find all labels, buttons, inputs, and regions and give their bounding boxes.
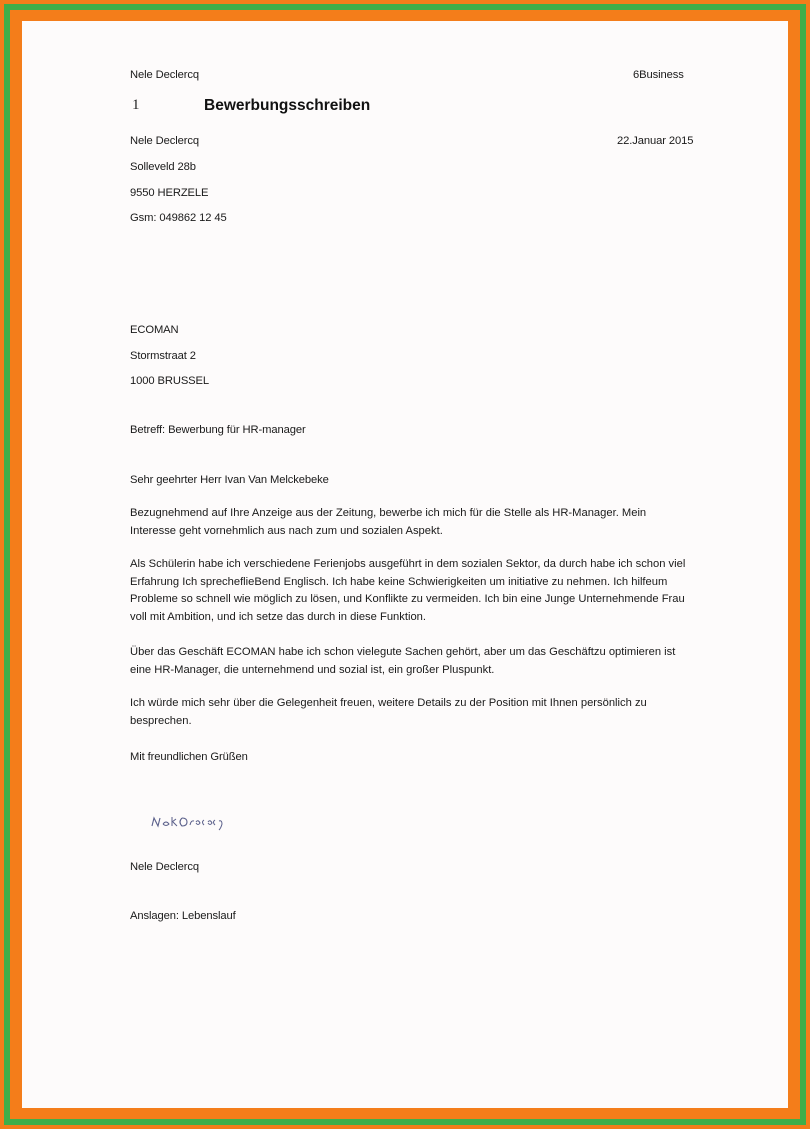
- letter-date: 22.Januar 2015: [617, 135, 694, 147]
- paragraph-4: [130, 695, 647, 730]
- paragraph-line: besprechen.: [130, 714, 192, 727]
- enclosure: Anslagen: Lebenslauf: [130, 910, 236, 922]
- recipient-street: Stormstraat 2: [130, 350, 196, 362]
- paragraph-2: [130, 556, 685, 626]
- signed-name: Nele Declercq: [130, 861, 199, 873]
- paragraph-line: Probleme so schnell wie möglich zu lösen, und Konflikte zu vermeiden. Ich bin eine Junge Unternehmende Frau: [130, 593, 685, 606]
- page-title: Bewerbungsschreiben: [204, 97, 371, 114]
- paragraph-line: Bezugnehmend auf Ihre Anzeige aus der Zeitung, bewerbe ich mich für die Stelle als HR-Manager. Mein: [130, 507, 647, 519]
- paragraph-line: Ich würde mich sehr über die Gelegenheit freuen, weitere Details zu der Position mit Ihnen persönlich zu: [130, 697, 647, 709]
- paragraph-3: [130, 644, 675, 679]
- paragraph-line: Interesse geht vornehmlich aus nach zum und sozialen Aspekt.: [130, 524, 443, 537]
- paragraph-line: Erfahrung Ich sprecheflieBend Englisch. Ich habe keine Schwierigkeiten um initiative zu nehmen. Ich hilfeum: [130, 575, 668, 588]
- sender-name: Nele Declercq: [130, 135, 199, 147]
- paragraph-line: Über das Geschäft ECOMAN habe ich schon vielegute Sachen gehört, aber um das Geschäftzu optimieren ist: [130, 646, 676, 658]
- header-name: Nele Declercq: [130, 69, 199, 81]
- sender-city: 9550 HERZELE: [130, 187, 209, 199]
- recipient-city: 1000 BRUSSEL: [130, 375, 210, 387]
- sender-street: Solleveld 28b: [130, 161, 196, 173]
- paragraph-1: [130, 505, 646, 540]
- sender-phone: Gsm: 049862 12 45: [130, 212, 227, 224]
- recipient-company: ECOMAN: [130, 324, 179, 336]
- heading-number: 1: [132, 97, 140, 113]
- salutation: Sehr geehrter Herr Ivan Van Melckebeke: [130, 474, 329, 486]
- paragraph-line: Als Schülerin habe ich verschiedene Ferienjobs ausgeführt in dem sozialen Sektor, da durch habe ich schon viel: [130, 558, 686, 570]
- header-class: 6Business: [633, 69, 684, 81]
- subject-line: Betreff: Bewerbung für HR-manager: [130, 424, 306, 436]
- paragraph-line: voll mit Ambition, und ich setze das durch in diese Funktion.: [130, 610, 426, 623]
- handwritten-signature: [130, 805, 240, 835]
- paragraph-line: eine HR-Manager, die unternehmend und sozial ist, ein großer Pluspunkt.: [130, 663, 495, 676]
- closing: Mit freundlichen Grüßen: [130, 751, 248, 763]
